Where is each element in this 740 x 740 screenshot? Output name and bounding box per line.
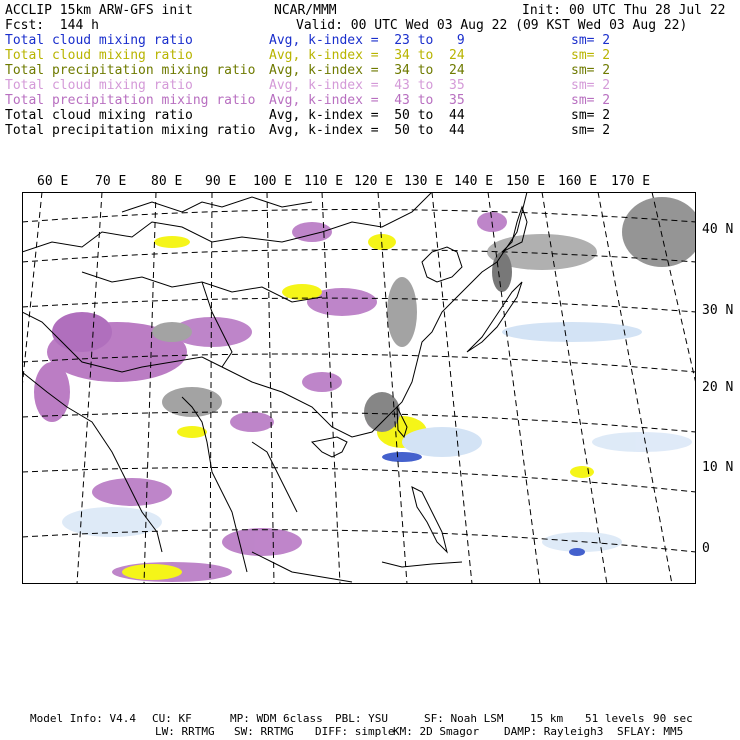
field-legend-row xyxy=(5,34,735,48)
field-level-range: Avg, k-index = 43 to 35 xyxy=(269,78,465,93)
init-time: Init: 00 UTC Thu 28 Jul 22 xyxy=(522,3,726,18)
field-smoothing: sm= 2 xyxy=(571,93,611,108)
field-legend-row xyxy=(5,109,735,123)
longitude-label: 110 E xyxy=(304,174,344,189)
longitude-label: 80 E xyxy=(151,174,183,189)
field-legend-row xyxy=(5,64,735,78)
field-level-range: Avg, k-index = 50 to 44 xyxy=(269,123,465,138)
field-legend-row xyxy=(5,94,735,108)
longitude-label: 70 E xyxy=(95,174,127,189)
longitude-label: 160 E xyxy=(558,174,598,189)
field-level-range: Avg, k-index = 34 to 24 xyxy=(269,48,465,63)
field-smoothing: sm= 2 xyxy=(571,33,611,48)
model-info-item: SFLAY: MM5 xyxy=(617,725,684,738)
field-smoothing: sm= 2 xyxy=(571,48,611,63)
longitude-label: 170 E xyxy=(611,174,651,189)
latitude-label: 30 N xyxy=(702,303,734,318)
model-info-item: KM: 2D Smagor xyxy=(393,725,480,738)
latitude-label: 20 N xyxy=(702,380,734,395)
field-level-range: Avg, k-index = 34 to 24 xyxy=(269,63,465,78)
latitude-label: 10 N xyxy=(702,460,734,475)
field-name: Total cloud mixing ratio xyxy=(5,33,193,48)
field-legend-row xyxy=(5,49,735,63)
field-legend-row xyxy=(5,124,735,138)
model-info-item: DAMP: Rayleigh3 xyxy=(504,725,604,738)
field-name: Total cloud mixing ratio xyxy=(5,108,193,123)
model-info-item: DIFF: simple xyxy=(315,725,395,738)
model-title: ACCLIP 15km ARW-GFS init xyxy=(5,3,193,18)
field-smoothing: sm= 2 xyxy=(571,123,611,138)
model-info-item: 90 sec xyxy=(653,712,693,725)
model-info-item: SF: Noah LSM xyxy=(424,712,504,725)
model-info-item: MP: WDM 6class xyxy=(230,712,323,725)
latitude-label: 40 N xyxy=(702,222,734,237)
model-info-item: Model Info: V4.4 xyxy=(30,712,136,725)
longitude-label: 90 E xyxy=(205,174,237,189)
field-name: Total precipitation mixing ratio xyxy=(5,63,256,78)
field-name: Total precipitation mixing ratio xyxy=(5,93,256,108)
field-name: Total precipitation mixing ratio xyxy=(5,123,256,138)
longitude-label: 130 E xyxy=(404,174,444,189)
field-name: Total cloud mixing ratio xyxy=(5,48,193,63)
forecast-hour: Fcst: 144 h xyxy=(5,18,99,33)
field-smoothing: sm= 2 xyxy=(571,63,611,78)
field-legend-row xyxy=(5,79,735,93)
field-smoothing: sm= 2 xyxy=(571,108,611,123)
longitude-label: 140 E xyxy=(454,174,494,189)
field-level-range: Avg, k-index = 43 to 35 xyxy=(269,93,465,108)
model-info-item: 15 km xyxy=(530,712,564,725)
field-level-range: Avg, k-index = 23 to 9 xyxy=(269,33,465,48)
field-smoothing: sm= 2 xyxy=(571,78,611,93)
field-level-range: Avg, k-index = 50 to 44 xyxy=(269,108,465,123)
model-info-item: PBL: YSU xyxy=(335,712,388,725)
longitude-label: 100 E xyxy=(253,174,293,189)
longitude-label: 60 E xyxy=(37,174,69,189)
model-info-item: 51 levels xyxy=(585,712,645,725)
map-panel xyxy=(22,192,696,584)
model-info-item: LW: RRTMG xyxy=(155,725,215,738)
valid-time: Valid: 00 UTC Wed 03 Aug 22 (09 KST Wed 03 Aug 22) xyxy=(296,18,688,33)
center-label: NCAR/MMM xyxy=(274,3,337,18)
model-info-item: SW: RRTMG xyxy=(234,725,294,738)
longitude-label: 150 E xyxy=(506,174,546,189)
latitude-label: 0 xyxy=(702,541,710,556)
longitude-label: 120 E xyxy=(354,174,394,189)
model-info-item: CU: KF xyxy=(152,712,192,725)
field-name: Total cloud mixing ratio xyxy=(5,78,193,93)
